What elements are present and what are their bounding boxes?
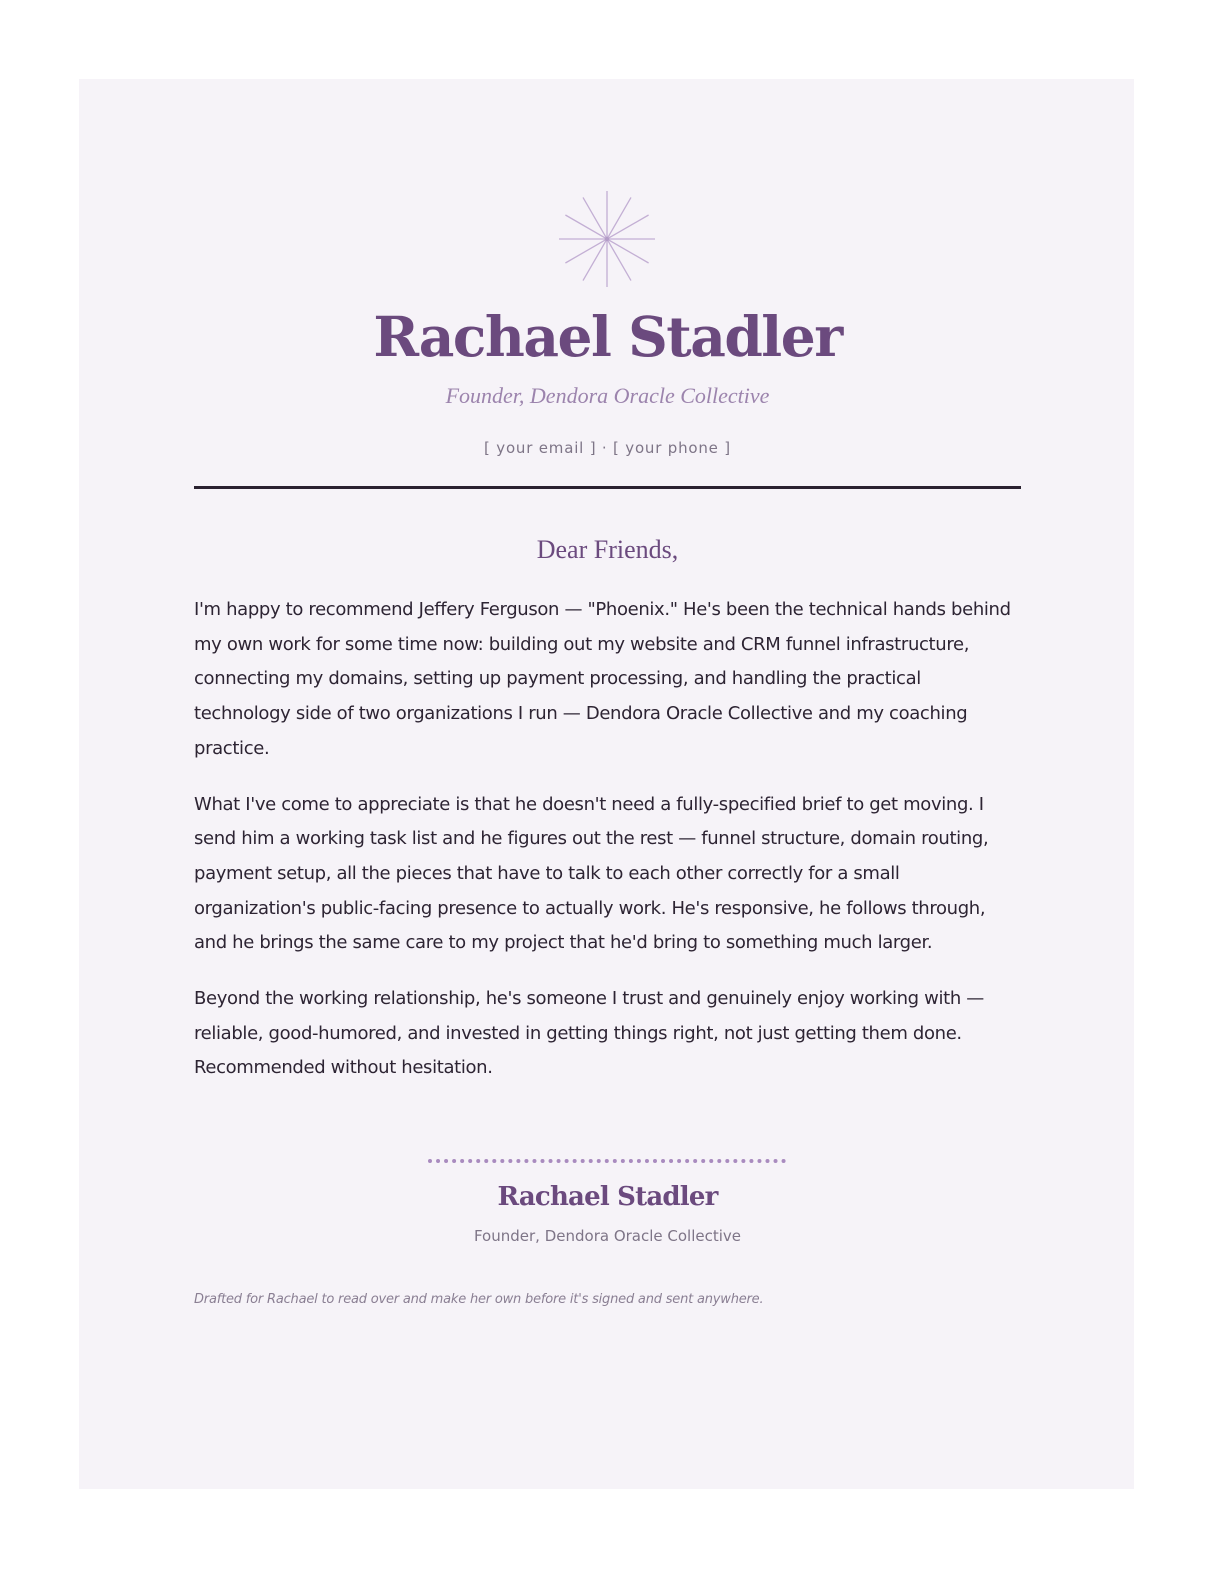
- signature-divider: [428, 1159, 786, 1163]
- body-paragraph: What I've come to appreciate is that he doesn't need a fully-specified brief to get moving. I send him a working task list and he figures out the rest — funnel structure, domain routing, payment setup, all the pieces that have to talk to each other correctly for a small organization's public-facing presence to actually work. He's responsive, he follows through, and he brings the same care to my project that he'd bring to something much larger.: [194, 793, 989, 954]
- signature-role: Founder, Dendora Oracle Collective: [473, 1227, 742, 1245]
- body-paragraph: Beyond the working relationship, he's someone I trust and genuinely enjoy working with — reliable, good-humored, and invested in getting things right, not just getting them done. Recommended without hesitation.: [194, 988, 984, 1079]
- letter-page: [79, 79, 1134, 1489]
- letter-body: [194, 593, 1021, 1107]
- signature-name: Rachael Stadler: [497, 1182, 718, 1212]
- starburst-icon: [557, 189, 657, 289]
- letter-author-role: Founder, Dendora Oracle Collective: [445, 383, 770, 408]
- draft-note: Drafted for Rachael to read over and make her own before it's signed and sent anywhere.: [194, 1292, 764, 1307]
- salutation: Dear Friends,: [536, 535, 679, 564]
- header-divider: [194, 486, 1021, 489]
- contact-line: [ your email ] · [ your phone ]: [484, 439, 731, 457]
- letter-author-name: Rachael Stadler: [373, 304, 842, 369]
- body-paragraph: I'm happy to recommend Jeffery Ferguson — "Phoenix." He's been the technical hands behind my own work for some time now: building out my website and CRM funnel infrastructure, connecting my domains, setting up payment processing, and handling the practical technology side of two organizations I run — Dendora Oracle Collective and my coaching practice.: [194, 599, 1011, 759]
